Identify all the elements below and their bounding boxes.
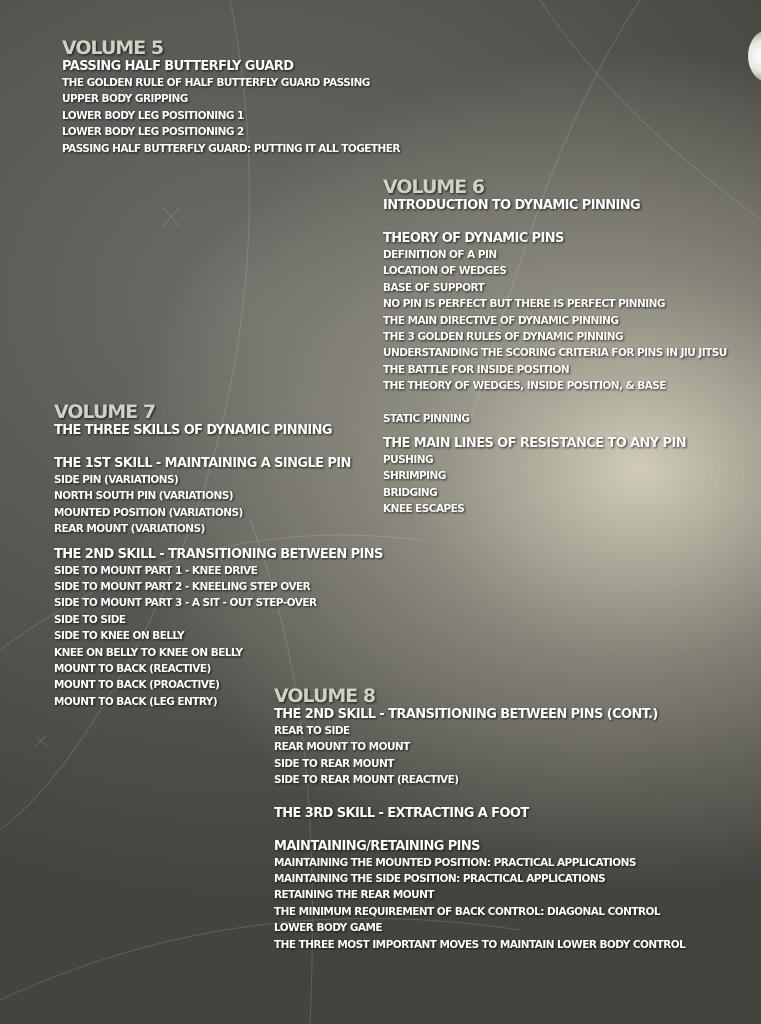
list-item: THE 3 GOLDEN RULES OF DYNAMIC PINNING (383, 331, 624, 344)
volume-7-section (54, 403, 383, 710)
skill-3-title: THE 3RD SKILL - EXTRACTING A FOOT (274, 805, 529, 821)
volume-7-title: THE THREE SKILLS OF DYNAMIC PINNING (54, 423, 332, 438)
list-item: LOWER BODY LEG POSITIONING 2 (62, 126, 244, 139)
list-item: REAR MOUNT (VARIATIONS) (54, 523, 205, 536)
list-item: BRIDGING (383, 486, 438, 499)
list-item: THE MAIN DIRECTIVE OF DYNAMIC PINNING (383, 314, 619, 327)
maintaining-section-title: MAINTAINING/RETAINING PINS (274, 838, 480, 854)
list-item: THE BATTLE FOR INSIDE POSITION (383, 363, 570, 376)
volume-7-heading: VOLUME 7 (54, 401, 156, 423)
list-item: MOUNT TO BACK (LEG ENTRY) (54, 695, 218, 708)
list-item: LOCATION OF WEDGES (383, 265, 507, 278)
skill-1-title: THE 1ST SKILL - MAINTAINING A SINGLE PIN (54, 456, 351, 471)
list-item: BASE OF SUPPORT (383, 281, 485, 294)
volume-6-title: INTRODUCTION TO DYNAMIC PINNING (383, 198, 641, 213)
static-pinning-item: STATIC PINNING (383, 412, 470, 425)
list-item: SIDE TO MOUNT PART 2 - KNEELING STEP OVER (54, 581, 311, 594)
list-item: REAR MOUNT TO MOUNT (274, 741, 410, 754)
list-item: SIDE TO KNEE ON BELLY (54, 630, 185, 643)
list-item: KNEE ESCAPES (383, 503, 465, 516)
list-item: THE THEORY OF WEDGES, INSIDE POSITION, & BASE (383, 380, 666, 393)
volume-6-section (383, 178, 727, 518)
skill-2-title: THE 2ND SKILL - TRANSITIONING BETWEEN PINS (54, 546, 383, 562)
list-item: UPPER BODY GRIPPING (62, 93, 188, 106)
disc-graphic (748, 30, 761, 82)
list-item: PASSING HALF BUTTERFLY GUARD: PUTTING IT ALL TOGETHER (62, 142, 400, 155)
list-item: RETAINING THE REAR MOUNT (274, 889, 434, 902)
list-item: SHRIMPING (383, 470, 446, 483)
theory-section-title: THEORY OF DYNAMIC PINS (383, 231, 564, 246)
volume-6-heading: VOLUME 6 (383, 176, 485, 198)
list-item: UNDERSTANDING THE SCORING CRITERIA FOR PINS IN JIU JITSU (383, 347, 727, 360)
list-item: LOWER BODY GAME (274, 922, 382, 935)
list-item: PUSHING (383, 454, 434, 467)
list-item: SIDE TO MOUNT PART 1 - KNEE DRIVE (54, 564, 258, 577)
list-item: MAINTAINING THE MOUNTED POSITION: PRACTICAL APPLICATIONS (274, 856, 636, 869)
list-item: THE GOLDEN RULE OF HALF BUTTERFLY GUARD PASSING (62, 77, 370, 89)
list-item: DEFINITION OF A PIN (383, 249, 497, 261)
list-item: THE THREE MOST IMPORTANT MOVES TO MAINTAIN LOWER BODY CONTROL (274, 938, 686, 951)
resistance-section-title: THE MAIN LINES OF RESISTANCE TO ANY PIN (383, 436, 686, 452)
volume-8-title: THE 2ND SKILL - TRANSITIONING BETWEEN PINS (CONT.) (274, 707, 658, 722)
list-item: LOWER BODY LEG POSITIONING 1 (62, 109, 244, 122)
list-item: SIDE PIN (VARIATIONS) (54, 474, 179, 486)
list-item: SIDE TO REAR MOUNT (274, 757, 394, 770)
volume-5-section (62, 39, 400, 157)
volume-5-heading: VOLUME 5 (62, 37, 164, 59)
list-item: MAINTAINING THE SIDE POSITION: PRACTICAL APPLICATIONS (274, 873, 606, 886)
list-item: SIDE TO REAR MOUNT (REACTIVE) (274, 774, 459, 787)
list-item: MOUNT TO BACK (REACTIVE) (54, 663, 211, 676)
volume-8-section (274, 687, 685, 953)
volume-8-heading: VOLUME 8 (274, 685, 376, 707)
list-item: SIDE TO MOUNT PART 3 - A SIT - OUT STEP-OVER (54, 597, 317, 610)
list-item: THE MINIMUM REQUIREMENT OF BACK CONTROL: DIAGONAL CONTROL (274, 905, 661, 918)
list-item: REAR TO SIDE (274, 725, 350, 737)
list-item: NO PIN IS PERFECT BUT THERE IS PERFECT PINNING (383, 298, 665, 311)
list-item: MOUNTED POSITION (VARIATIONS) (54, 506, 243, 519)
list-item: NORTH SOUTH PIN (VARIATIONS) (54, 490, 233, 503)
list-item: KNEE ON BELLY TO KNEE ON BELLY (54, 646, 243, 659)
list-item: SIDE TO SIDE (54, 613, 126, 626)
volume-5-title: PASSING HALF BUTTERFLY GUARD (62, 59, 294, 74)
list-item: MOUNT TO BACK (PROACTIVE) (54, 679, 220, 692)
